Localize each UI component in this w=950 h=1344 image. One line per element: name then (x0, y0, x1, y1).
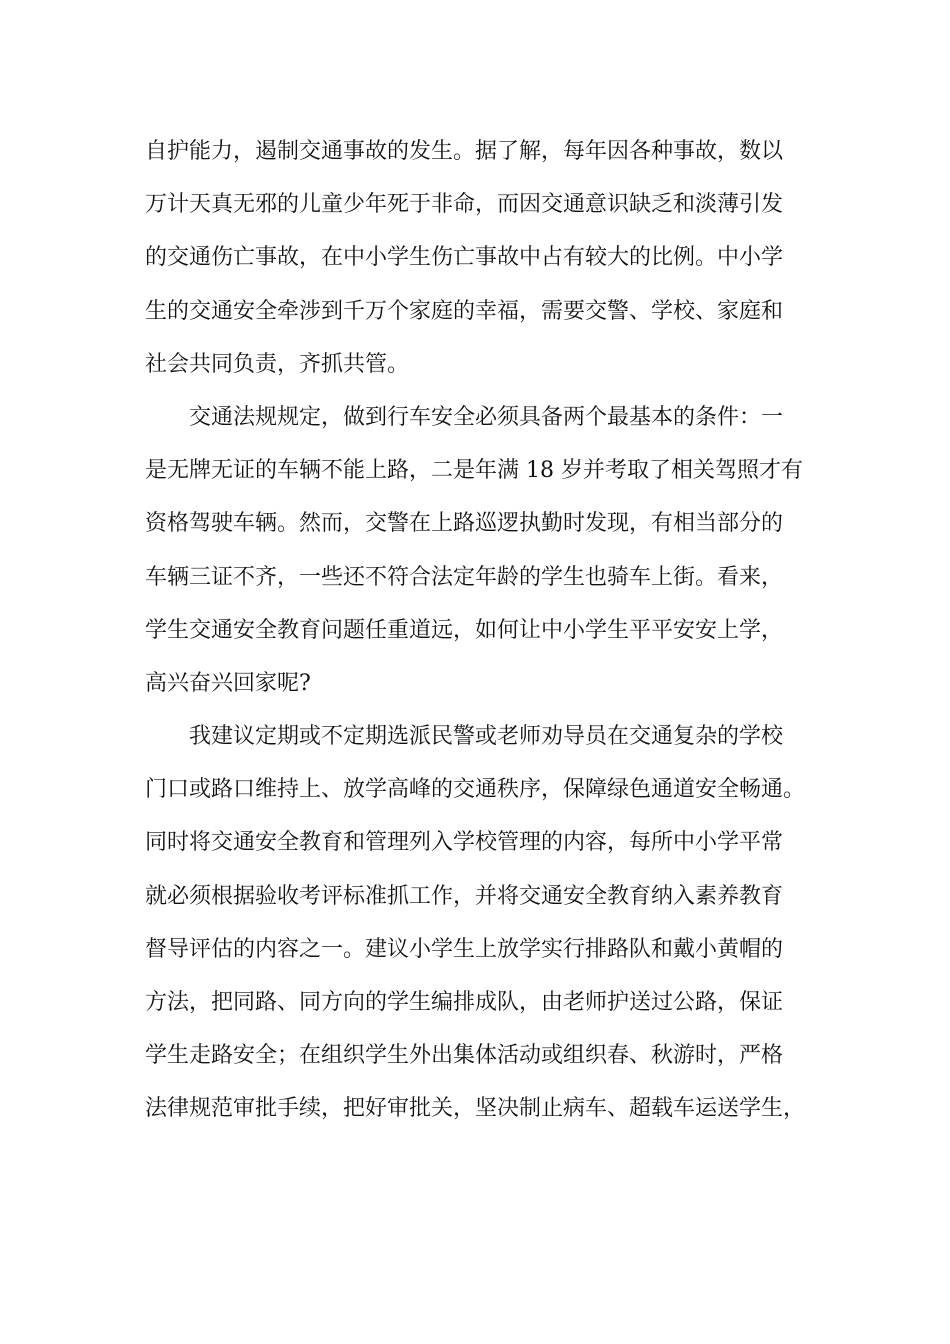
body-text (145, 125, 825, 1136)
text-line: 资格驾驶车辆。然而，交警在上路巡逻执勤时发现，有相当部分的 (145, 511, 784, 537)
text-line: 门口或路口维持上、放学高峰的交通秩序，保障绿色通道安全畅通。 (145, 777, 806, 803)
text-line: 车辆三证不齐，一些还不符合法定年龄的学生也骑车上街。看来， (145, 564, 784, 590)
text-line: 我建议定期或不定期选派民警或老师劝导员在交通复杂的学校 (189, 724, 784, 750)
text-line: 学生走路安全；在组织学生外出集体活动或组织春、秋游时，严格 (145, 1043, 784, 1069)
text-line: 法律规范审批手续，把好审批关，坚决制止病车、超载车运送学生， (145, 1096, 806, 1122)
text-line: 是无牌无证的车辆不能上路，二是年满 18 岁并考取了相关驾照才有 (145, 458, 803, 484)
text-line: 的交通伤亡事故，在中小学生伤亡事故中占有较大的比例。中小学 (145, 245, 784, 271)
text-line: 同时将交通安全教育和管理列入学校管理的内容，每所中小学平常 (145, 830, 784, 856)
text-line: 生的交通安全牵涉到千万个家庭的幸福，需要交警、学校、家庭和 (145, 298, 784, 324)
text-line: 万计天真无邪的儿童少年死于非命，而因交通意识缺乏和淡薄引发 (145, 192, 784, 218)
text-line: 社会共同负责，齐抓共管。 (145, 351, 410, 377)
text-line: 就必须根据验收考评标准抓工作，并将交通安全教育纳入素养教育 (145, 883, 784, 909)
text-line: 自护能力，遏制交通事故的发生。据了解，每年因各种事故，数以 (145, 139, 784, 164)
text-line: 方法，把同路、同方向的学生编排成队，由老师护送过公路，保证 (145, 990, 784, 1015)
text-line: 学生交通安全教育问题任重道远，如何让中小学生平平安安上学， (145, 617, 784, 643)
text-line: 高兴奋兴回家呢? (145, 670, 311, 696)
text-line: 督导评估的内容之一。建议小学生上放学实行排路队和戴小黄帽的 (145, 936, 784, 962)
text-line: 交通法规规定，做到行车安全必须具备两个最基本的条件：一 (189, 404, 784, 430)
